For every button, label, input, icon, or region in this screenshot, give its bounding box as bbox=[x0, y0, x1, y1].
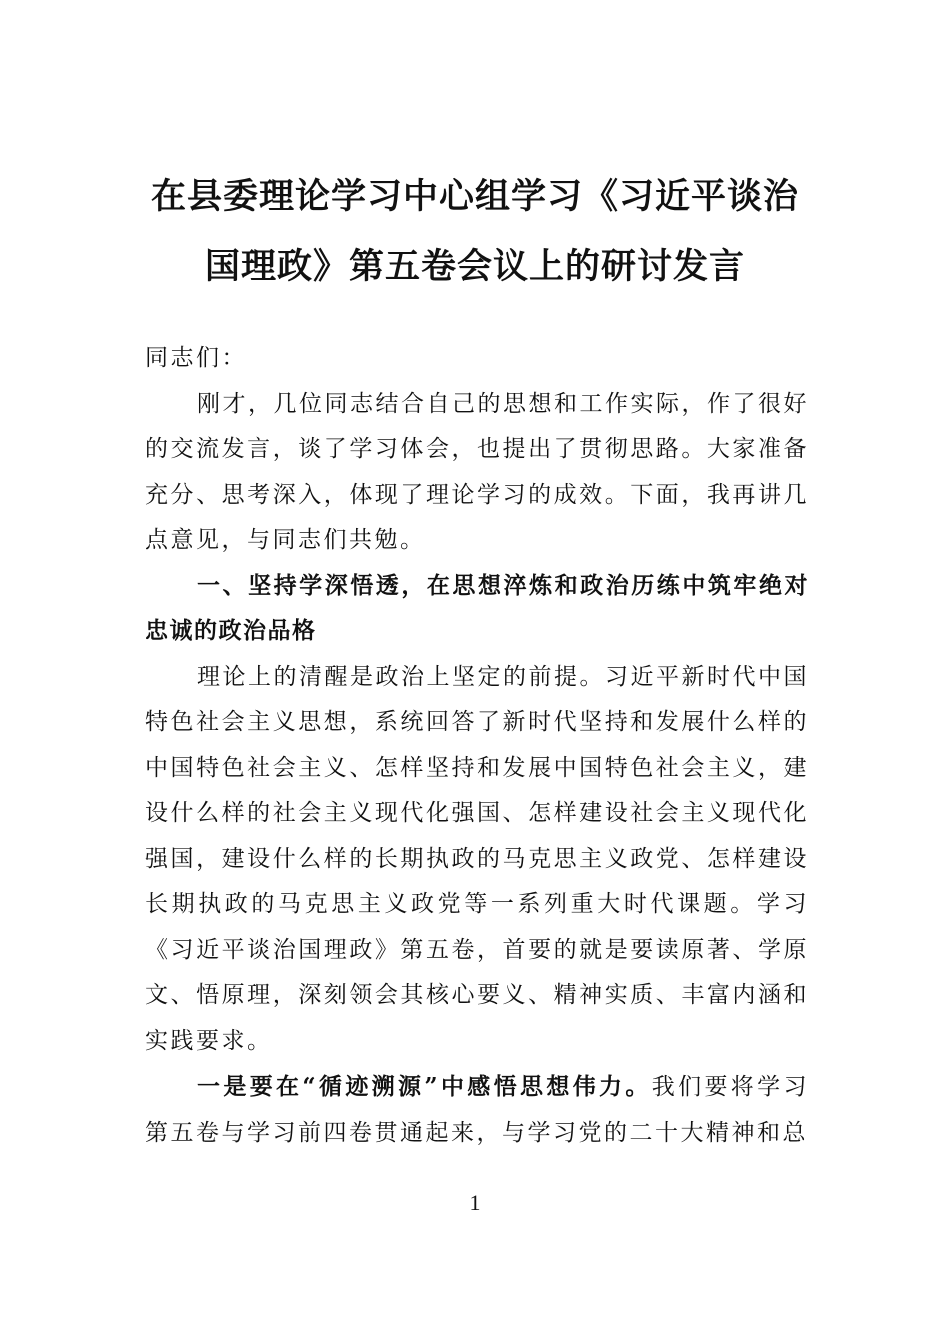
title-line-2: 国理政》第五卷会议上的研讨发言 bbox=[204, 246, 745, 287]
point-one-text: 我们要将学习第五卷与学习前四卷贯通起来，与学习党的二十大精神和总 bbox=[145, 1074, 809, 1146]
document-title bbox=[130, 162, 820, 302]
salutation: 同志们： bbox=[145, 345, 247, 371]
document-body bbox=[145, 336, 809, 1156]
page-number: 1 bbox=[469, 1190, 481, 1215]
title-line-1: 在县委理论学习中心组学习《习近平谈治 bbox=[150, 176, 799, 217]
paragraph-theory: 理论上的清醒是政治上坚定的前提。习近平新时代中国特色社会主义思想，系统回答了新时代坚持和发展什么样的中国特色社会主义、怎样坚持和发展中国特色社会主义，建设什么样的社会主义现代化强国、怎样建设社会主义现代化强国，建设什么样的长期执政的马克思主义政党、怎样建设长期执政的马克思主义政党等一系列重大时代课题。学习《习近平谈治国理政》第五卷，首要的就是要读原著、学原文、悟原理，深刻领会其核心要义、精神实质、丰富内涵和实践要求。 bbox=[145, 663, 809, 1054]
paragraph-point-one bbox=[145, 1064, 809, 1156]
section-heading-1: 一、坚持学深悟透，在思想淬炼和政治历练中筑牢绝对忠诚的政治品格 bbox=[145, 572, 809, 644]
point-one-lead: 一是要在“循迹溯源”中感悟思想伟力。 bbox=[197, 1073, 652, 1100]
paragraph-opening: 刚才，几位同志结合自己的思想和工作实际，作了很好的交流发言，谈了学习体会，也提出了贯彻思路。大家准备充分、思考深入，体现了理论学习的成效。下面，我再讲几点意见，与同志们共勉。 bbox=[145, 390, 809, 553]
